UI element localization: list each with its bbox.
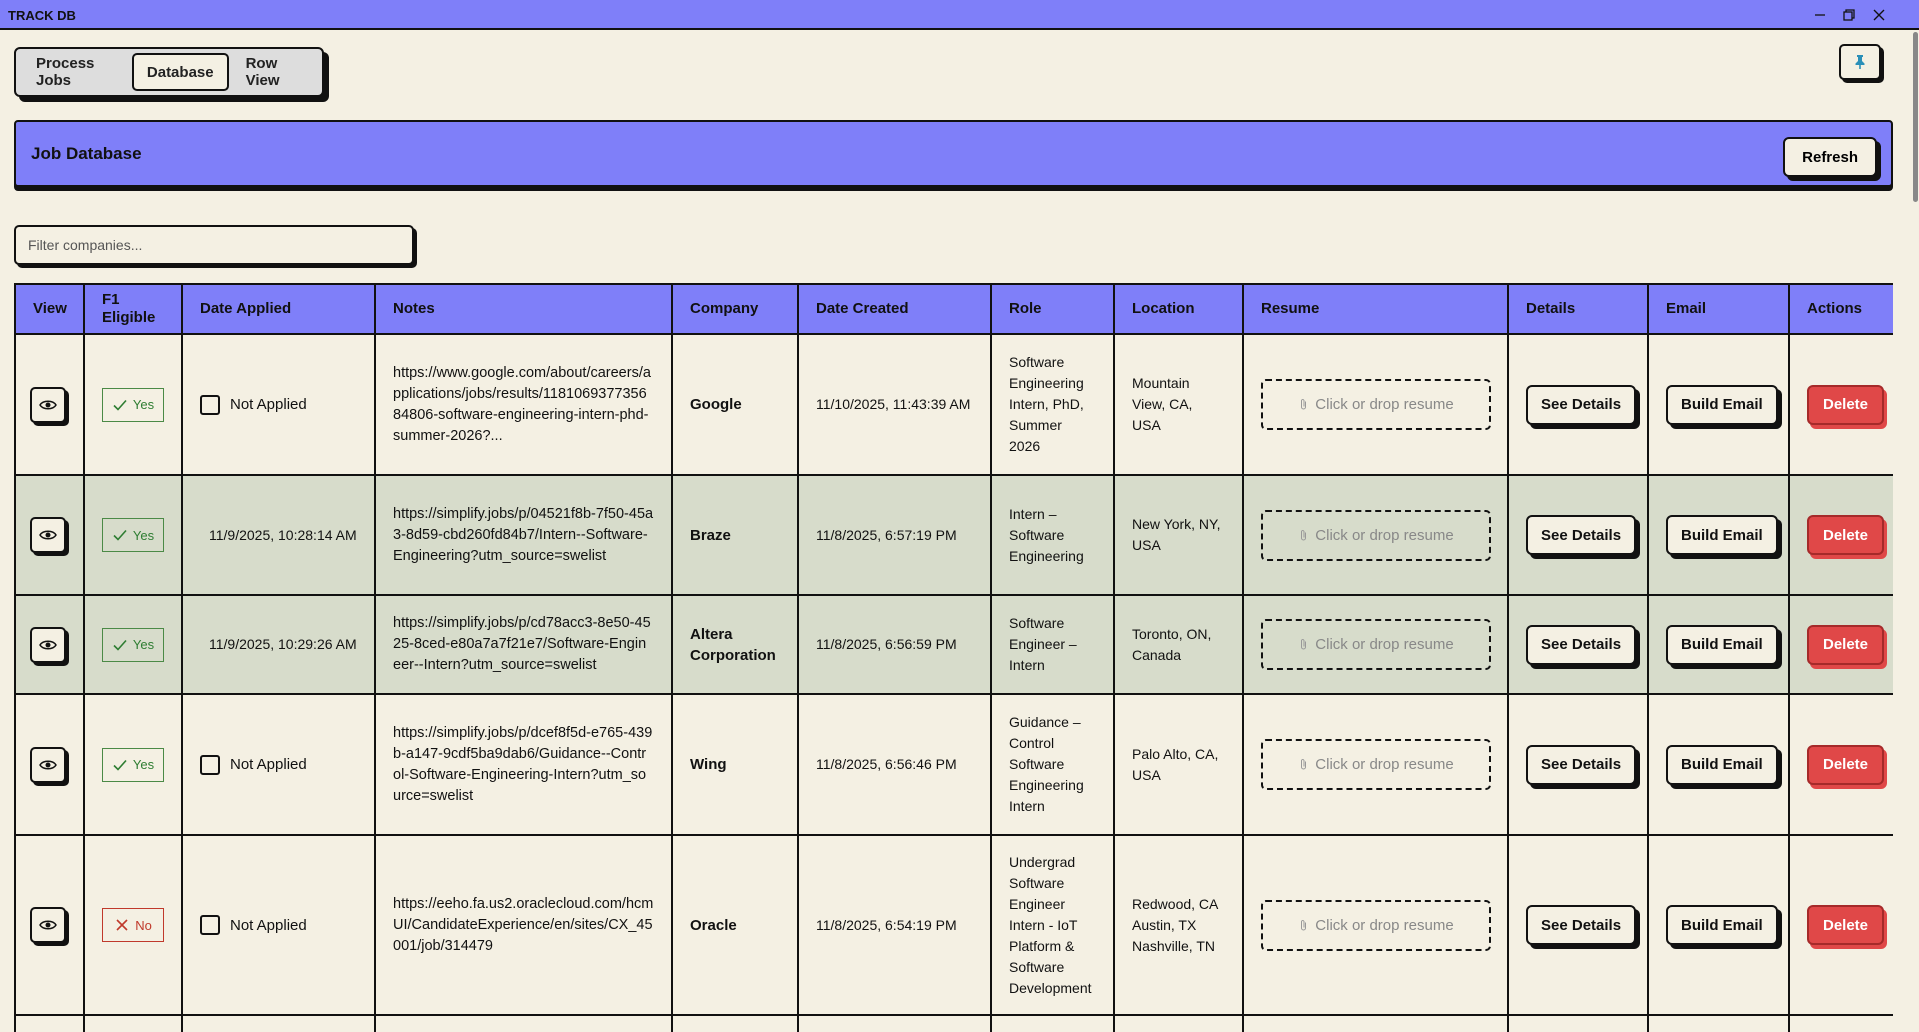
table-row [15,835,1893,1015]
f1-cell [84,835,182,1015]
view-cell [15,595,84,694]
paperclip-icon [1298,638,1309,651]
database-header [14,120,1893,187]
delete-button[interactable]: Delete [1807,625,1884,665]
date-applied-text: Not Applied [230,756,307,773]
title-bar [0,0,1919,30]
email-cell [1648,334,1789,475]
role-cell: Guidance – Control Software Engineering Intern [991,694,1114,835]
resume-label: Click or drop resume [1315,756,1454,773]
minimize-icon [1813,8,1827,22]
tab-database[interactable]: Database [132,53,229,91]
resume-dropzone[interactable] [1261,510,1491,561]
close-button[interactable] [1865,3,1893,27]
applied-checkbox[interactable] [200,915,220,935]
tab-row-view[interactable]: Row View [245,55,280,89]
view-button[interactable] [30,517,66,553]
delete-button[interactable]: Delete [1807,745,1884,785]
role-cell: Intern – Software Engineering [991,475,1114,595]
col-header-date-applied: Date Applied [182,284,375,334]
applied-checkbox[interactable] [200,755,220,775]
date-applied-cell: 11/9/2025, 10:28:14 AM [182,475,375,595]
paperclip-icon [1298,529,1309,542]
col-header-f1-eligible: F1 Eligible [84,284,182,334]
notes-cell: https://www.google.com/about/careers/applications/jobs/results/118106937735684806-software-engineering-intern-phd-summer-2026?... [375,334,672,475]
resume-dropzone[interactable] [1261,900,1491,951]
check-icon [112,757,128,773]
tab-process-jobs[interactable]: Process Jobs [36,55,95,89]
vertical-scrollbar[interactable] [1911,32,1919,1032]
job-table-container [14,283,1893,1032]
resume-label: Click or drop resume [1315,526,1454,544]
x-icon [114,917,130,933]
view-button[interactable] [30,747,66,783]
table-row [15,694,1893,835]
location-cell: Toronto, ON, Canada [1114,595,1243,694]
date-created-cell: 11/10/2025, 11:43:39 AM [798,334,991,475]
see-details-button[interactable]: See Details [1526,515,1636,555]
pin-icon [1852,54,1868,70]
app-title: TRACK DB [8,8,76,23]
resume-dropzone[interactable] [1261,379,1491,430]
f1-cell [84,334,182,475]
role-cell: Software Engineer – Intern [991,595,1114,694]
f1-label: No [135,917,152,933]
date-created-cell: 11/8/2025, 6:57:19 PM [798,475,991,595]
company-cell: Braze [672,475,798,595]
eye-icon [39,756,57,774]
f1-eligible-badge [102,908,164,942]
close-icon [1872,8,1886,22]
location-cell: Mountain View, CA, USA [1114,334,1243,475]
view-button[interactable] [30,387,66,423]
refresh-button[interactable]: Refresh [1783,137,1877,177]
eye-icon [39,526,57,544]
actions-cell [1789,475,1893,595]
date-applied-text: Not Applied [230,916,307,934]
col-header-resume: Resume [1243,284,1508,334]
resume-label: Click or drop resume [1315,916,1454,934]
resume-dropzone[interactable] [1261,739,1491,790]
table-row [15,1015,1893,1032]
col-header-notes: Notes [375,284,672,334]
location-cell: New York, NY, USA [1114,475,1243,595]
email-cell [1648,595,1789,694]
check-icon [112,397,128,413]
col-header-actions: Actions [1789,284,1893,334]
f1-cell [84,694,182,835]
paperclip-icon [1298,758,1309,771]
eye-icon [39,396,57,414]
resume-cell [1243,334,1508,475]
resume-cell [1243,694,1508,835]
see-details-button[interactable]: See Details [1526,905,1636,945]
company-cell: Oracle [672,835,798,1015]
view-cell [15,694,84,835]
build-email-button[interactable]: Build Email [1666,385,1778,425]
paperclip-icon [1298,919,1309,932]
build-email-button[interactable]: Build Email [1666,745,1778,785]
f1-eligible-badge [102,748,164,782]
location-cell: Palo Alto, CA, USA [1114,694,1243,835]
check-icon [112,637,128,653]
details-cell [1508,835,1648,1015]
filter-companies-input[interactable] [14,225,414,265]
restore-button[interactable] [1835,3,1863,27]
view-cell [15,334,84,475]
f1-cell [84,595,182,694]
f1-cell [84,475,182,595]
date-applied-text: Not Applied [230,396,307,413]
col-header-view: View [15,284,84,334]
f1-label: Yes [132,527,155,543]
view-cell [15,835,84,1015]
company-cell: Altera Corporation [672,595,798,694]
col-header-email: Email [1648,284,1789,334]
company-cell: Google [672,334,798,475]
date-created-cell: 11/8/2025, 6:56:59 PM [798,595,991,694]
actions-cell [1789,694,1893,835]
company-cell: Wing [672,694,798,835]
col-header-company: Company [672,284,798,334]
page-title: Job Database [31,144,142,163]
view-cell [15,475,84,595]
date-applied-cell [182,835,375,1015]
date-applied-cell [182,334,375,475]
resume-label: Click or drop resume [1315,636,1454,653]
notes-cell: https://simplify.jobs/p/dcef8f5d-e765-439b-a147-9cdf5ba9dab6/Guidance--Control-Software-Engineering-Intern?utm_source=swelist [375,694,672,835]
actions-cell [1789,334,1893,475]
delete-button[interactable]: Delete [1807,905,1884,945]
see-details-button[interactable]: See Details [1526,625,1636,665]
scrollbar-thumb[interactable] [1913,32,1918,202]
email-cell [1648,694,1789,835]
f1-eligible-badge [102,628,164,662]
actions-cell [1789,835,1893,1015]
applied-checkbox[interactable] [200,395,220,415]
f1-eligible-badge [102,388,164,422]
resume-cell [1243,595,1508,694]
email-cell [1648,475,1789,595]
view-button[interactable] [30,907,66,943]
notes-cell: https://eeho.fa.us2.oraclecloud.com/hcmUI/CandidateExperience/en/sites/CX_45001/job/314479 [375,835,672,1015]
resume-dropzone[interactable] [1261,619,1491,670]
f1-label: Yes [132,397,155,412]
table-header-row [15,284,1893,334]
tab-bar [14,47,324,97]
col-header-role: Role [991,284,1114,334]
date-applied-cell [182,694,375,835]
details-cell [1508,595,1648,694]
date-created-cell: 11/8/2025, 6:56:46 PM [798,694,991,835]
job-table [14,283,1893,1032]
details-cell [1508,334,1648,475]
delete-button[interactable]: Delete [1807,515,1884,555]
view-button[interactable] [30,627,66,663]
minimize-button[interactable] [1806,3,1834,27]
resume-label: Click or drop resume [1315,396,1454,413]
col-header-date-created: Date Created [798,284,991,334]
table-row [15,595,1893,694]
actions-cell [1789,595,1893,694]
location-cell: Redwood, CA Austin, TX Nashville, TN [1114,835,1243,1015]
col-header-details: Details [1508,284,1648,334]
email-cell [1648,835,1789,1015]
pin-button[interactable] [1839,44,1881,80]
check-icon [112,527,128,543]
eye-icon [39,636,57,654]
date-applied-cell: 11/9/2025, 10:29:26 AM [182,595,375,694]
role-cell: Undergrad Software Engineer Intern - IoT Platform & Software Development [991,835,1114,1015]
details-cell [1508,694,1648,835]
date-created-cell: 11/8/2025, 6:54:19 PM [798,835,991,1015]
role-cell: Software Engineering Intern, PhD, Summer 2026 [991,334,1114,475]
paperclip-icon [1298,398,1309,411]
resume-cell [1243,475,1508,595]
notes-cell: https://simplify.jobs/p/cd78acc3-8e50-4525-8ced-e80a7a7f21e7/Software-Engineer--Intern?utm_source=swelist [375,595,672,694]
table-row [15,334,1893,475]
build-email-button[interactable]: Build Email [1666,905,1778,945]
eye-icon [39,916,57,934]
table-row [15,475,1893,595]
build-email-button[interactable]: Build Email [1666,515,1778,555]
details-cell [1508,475,1648,595]
col-header-location: Location [1114,284,1243,334]
resume-cell [1243,835,1508,1015]
restore-icon [1842,8,1856,22]
see-details-button[interactable]: See Details [1526,385,1636,425]
f1-eligible-badge [102,518,164,552]
f1-label: Yes [132,637,155,652]
f1-label: Yes [132,757,155,772]
delete-button[interactable]: Delete [1807,385,1884,425]
notes-cell: https://simplify.jobs/p/04521f8b-7f50-45a3-8d59-cbd260fd84b7/Intern--Software-Engineering?utm_source=swelist [375,475,672,595]
see-details-button[interactable]: See Details [1526,745,1636,785]
build-email-button[interactable]: Build Email [1666,625,1778,665]
